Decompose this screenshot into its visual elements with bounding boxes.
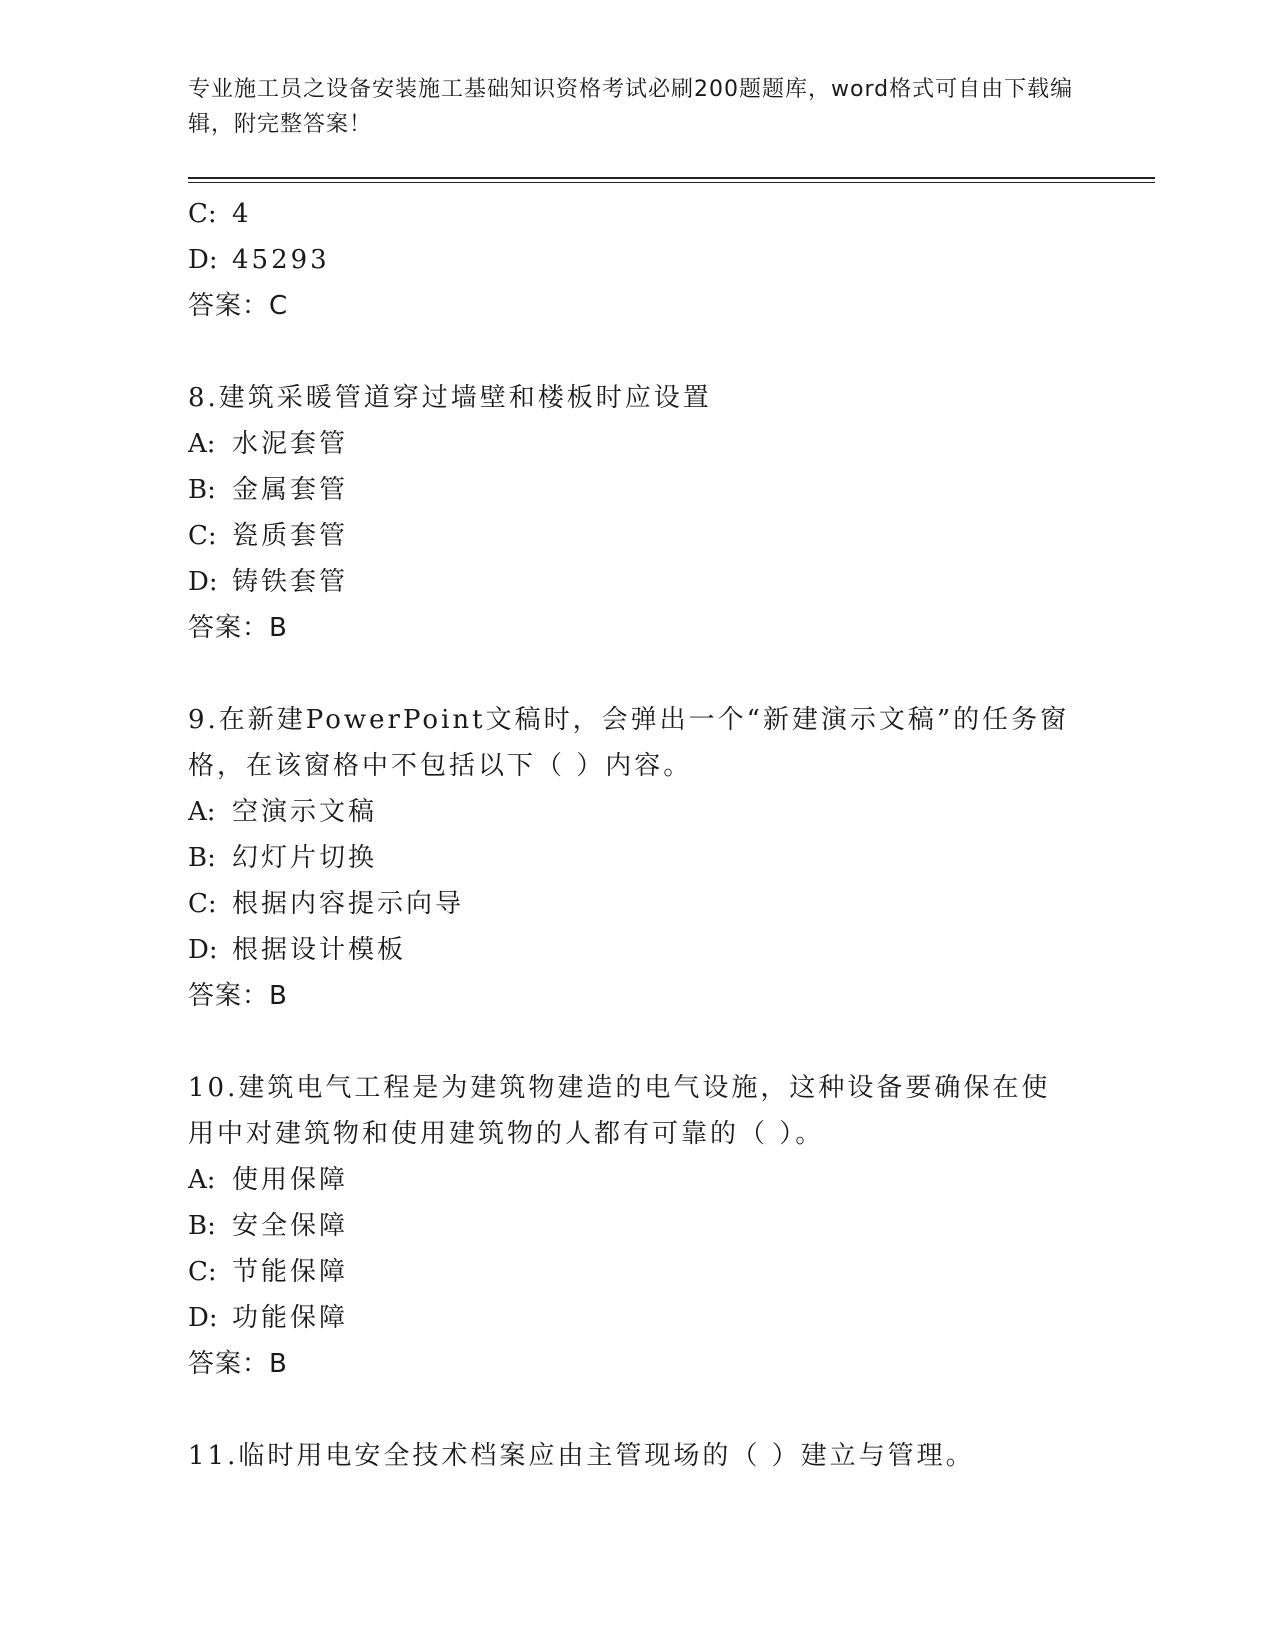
question-10-stem: 10.建筑电气工程是为建筑物建造的电气设施，这种设备要确保在使用中对建筑物和使用建筑物的人都有可靠的（ ）。 <box>188 1073 1051 1149</box>
option-c: C: 瓷质套管 <box>188 521 349 551</box>
question-11-stem: 11.临时用电安全技术档案应由主管现场的（ ）建立与管理。 <box>188 1441 975 1471</box>
option-d: D: 铸铁套管 <box>188 567 349 597</box>
option-b: B: 金属套管 <box>188 475 349 505</box>
question-list <box>188 191 1088 1479</box>
option-c: C: 根据内容提示向导 <box>188 889 465 919</box>
answer: 答案：B <box>188 1349 288 1379</box>
question-8-stem: 8.建筑采暖管道穿过墙壁和楼板时应设置 <box>188 383 712 413</box>
answer: 答案：C <box>188 291 289 321</box>
option-a: A: 使用保障 <box>188 1165 349 1195</box>
header-divider-thin <box>188 182 1155 183</box>
option-c: C: 4 <box>188 199 252 229</box>
header-divider <box>188 177 1155 179</box>
answer: 答案：B <box>188 613 288 643</box>
option-b: B: 幻灯片切换 <box>188 843 378 873</box>
question-9-stem: 9.在新建PowerPoint文稿时，会弹出一个“新建演示文稿”的任务窗格，在该窗格中不包括以下（ ）内容。 <box>188 705 1070 781</box>
option-a: A: 空演示文稿 <box>188 797 378 827</box>
document-header: 专业施工员之设备安装施工基础知识资格考试必刷200题题库，word格式可自由下载编辑，附完整答案！ <box>188 77 1074 137</box>
option-b: B: 安全保障 <box>188 1211 349 1241</box>
option-c: C: 节能保障 <box>188 1257 349 1287</box>
option-d: D: 45293 <box>188 245 330 275</box>
option-a: A: 水泥套管 <box>188 429 349 459</box>
answer: 答案：B <box>188 981 288 1011</box>
option-d: D: 根据设计模板 <box>188 935 407 965</box>
option-d: D: 功能保障 <box>188 1303 349 1333</box>
